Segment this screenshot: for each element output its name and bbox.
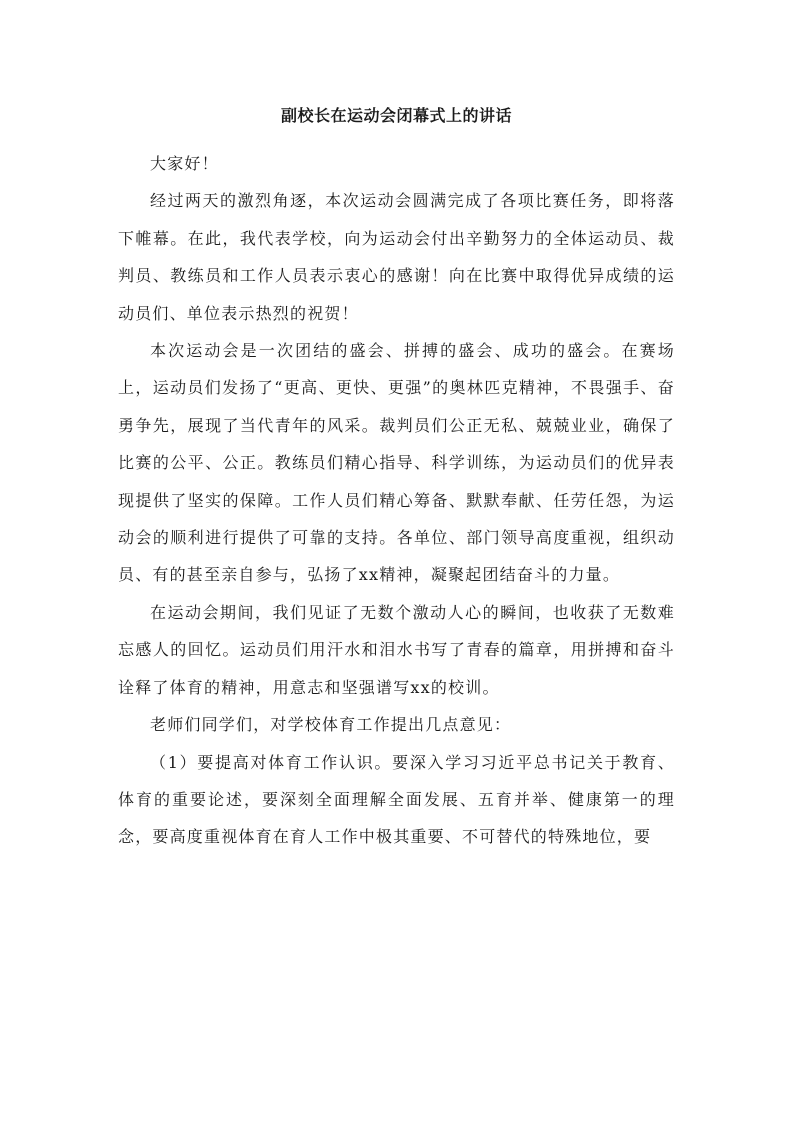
paragraph-address: 老师们同学们，对学校体育工作提出几点意见：	[150, 715, 512, 735]
paragraph-thanks: 经过两天的激烈角逐，本次运动会圆满完成了各项比赛任务，即将落下帷幕。在此，我代表学校，向为运动会付出辛勤努力的全体运动员、裁判员、教练员和工作人员表示衷心的感谢！向在比赛中取得优异成绩的运动员们、单位表示热烈的祝贺！	[118, 191, 675, 323]
paragraph-greeting: 大家好！	[150, 154, 219, 173]
paragraph-point-1: （1）要提高对体育工作认识。要深入学习习近平总书记关于教育、体育的重要论述，要深刻全面理解全面发展、五育并举、健康第一的理念，要高度重视体育在育人工作中极其重要、不可替代的特殊地位，要	[118, 752, 675, 847]
paragraph-memories: 在运动会期间，我们见证了无数个激动人心的瞬间，也收获了无数难忘感人的回忆。运动员们用汗水和泪水书写了青春的篇章，用拼搏和奋斗诠释了体育的精神，用意志和坚强谱写xx的校训。	[118, 602, 675, 697]
paragraph-summary: 本次运动会是一次团结的盛会、拼搏的盛会、成功的盛会。在赛场上，运动员们发扬了“更高、更快、更强”的奥林匹克精神，不畏强手、奋勇争先，展现了当代青年的风采。裁判员们公正无私、兢兢业业，确保了比赛的公平、公正。教练员们精心指导、科学训练，为运动员们的优异表现提供了坚实的保障。工作人员们精心筹备、默默奉献、任劳任怨，为运动会的顺利进行提供了可靠的支持。各单位、部门领导高度重视，组织动员、有的甚至亲自参与，弘扬了xx精神，凝聚起团结奋斗的力量。	[118, 341, 675, 585]
document-title: 副校长在运动会闭幕式上的讲话	[280, 106, 512, 125]
